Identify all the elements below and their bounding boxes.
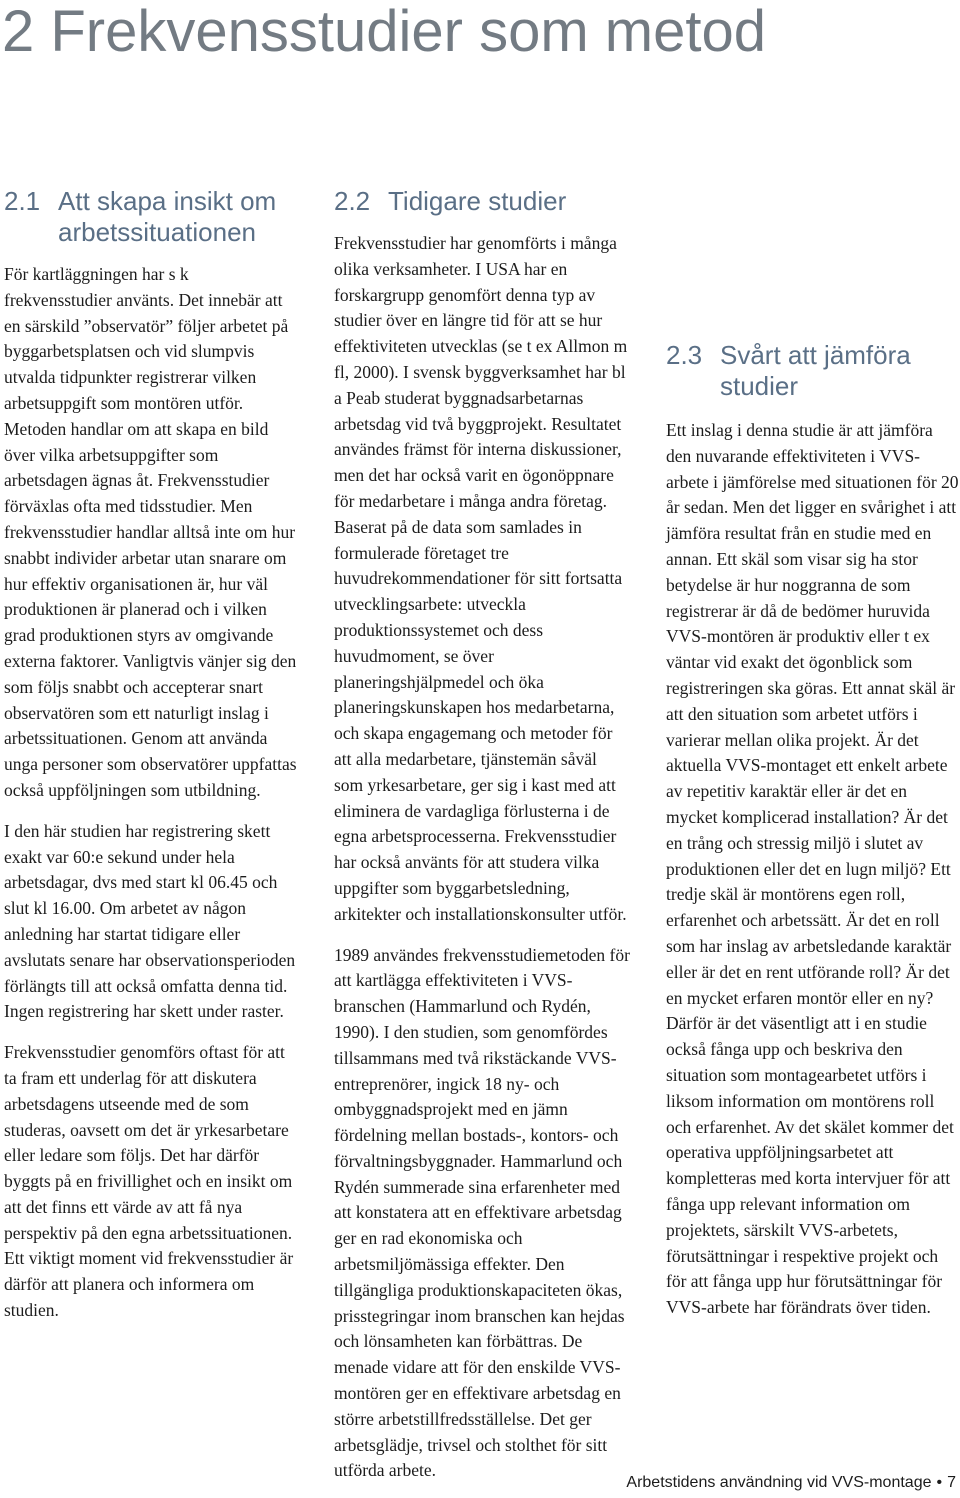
section-number: 2.3 (666, 340, 703, 370)
paragraph: I den här studien har registrering skett exakt var 60:e sekund under hela arbetsdagar, dvs med start kl 06.45 och slut kl 16.00. Om arbetet av någon anledning har startat tidigare eller avslutats senare har observationsperioden förlängts till att också omfatta denna tid. Ingen registrering har skett under raster. (4, 820, 296, 1022)
page-footer (626, 1474, 956, 1492)
column-left (4, 186, 300, 1324)
section-heading-2-1 (4, 186, 300, 248)
footer-separator: • (936, 1474, 943, 1491)
paragraph: Frekvensstudier genomförs oftast för att ta fram ett underlag för att diskutera arbetsdagens utseende med de som studeras, oavsett om det är yrkesarbetare eller ledare som följs. Det har därför byggts på en frivillighet och en insikt om att det finns ett värde av att få nya perspektiv på den egna arbetssituationen. Ett viktigt moment vid frekvensstudier är därför att planera och informera om studien. (4, 1042, 294, 1321)
section-title: Att skapa insikt om arbetssituationen (58, 186, 277, 247)
chapter-title: 2 Frekvensstudier som metod (2, 0, 766, 64)
section-title: Svårt att jämföra studier (720, 340, 911, 401)
column-middle (334, 186, 630, 1484)
paragraph: 1989 användes frekvensstudiemetoden för att kartlägga effektiviteten i VVS-branschen (Hammarlund och Rydén, 1990). I den studien, som genomfördes tillsammans med två rikstäckande VVS-entreprenörer, ingick 18 ny- och ombyggnadsprojekt med en jämn fördelning mellan bostads-, kontors- och förvaltningsbyggnader. Hammarlund och Rydén summerade sina erfarenheter med att konstatera att en effektivare arbetsdag ger en rad ekonomiska och arbetsmiljömässiga effekter. Den tillgängliga produktionskapaciteten ökas, prisstegringar inom branschen kan hejdas och lönsamheten kan förbättras. De menade vidare att för den enskilde VVS-montören ger en effektivare arbetsdag en större arbetstillfredsställelse. Det ger arbetsglädje, trivsel och stolthet för sitt utförda arbete. (334, 944, 630, 1481)
paragraph: Ett inslag i denna studie är att jämföra den nuvarande effektiviteten i VVS-arbete i jämförelse med situationen för 20 år sedan. Men det ligger en svårighet i att jämföra resultat från en studie med en annan. Ett skäl som visar sig ha stor betydelse är hur noggranna de som registrerar är då de bedömer huruvida VVS-montören är produktiv eller t ex väntar vid exakt det ögonblick som registreringen ska göras. Ett annat skäl är att den situation som arbetet utförs i varierar mellan olika projekt. Är det aktuella VVS-montaget ett enkelt arbete av repetitiv karaktär eller är det en mycket komplicerad installation? Är det en trång och stressig miljö i slutet av produktionen eller det en lugn miljö? Ett tredje skäl är montörens egen roll, erfarenhet och arbetssätt. Är det en roll som har inslag av arbetsledande karaktär eller är det en rent utförande roll? Är det en mycket erfaren montör eller en ny? Därför är det väsentligt att i en studie också fånga upp och beskriva den situation som montagearbetet utförs i liksom information om montörens roll och erfarenhet. Av det skälet kommer det operativa uppföljningsarbetet att kompletteras med korta intervjuer för att fånga upp relevant information om projektets, särskilt VVS-arbetets, förutsättningar i respektive projekt och för att fånga upp hur förutsättningar för VVS-arbete har förändrats över tiden. (666, 420, 959, 1318)
paragraph: Frekvensstudier har genomförts i många olika verksamheter. I USA har en forskargrupp genomfört denna typ av studier över en längre tid för att se hur effektiviteten utvecklas (se t ex Allmon m fl, 2000). I svensk byggverksamhet har bl a Peab studerat byggnadsarbetarnas arbetsdag vid två byggprojekt. Resultatet användes främst för interna diskussioner, men det har också varit en ögonöppnare för medarbetare i många andra företag. Baserat på de data som samlades in formulerade företaget tre huvudrekommendationer för sitt fortsatta utvecklingsarbete: utveckla produktionssystemet och dess huvudmoment, se över planeringshjälpmedel och öka planeringskunskapen hos medarbetarna, och skapa engagemang och metoder för att alla medarbetare, tjänstemän såväl som yrkesarbetare, ger sig i kast med att eliminera de vardagliga förlusterna i de egna arbetsprocesserna. Frekvensstudier har också använts för att studera vilka uppgifter som byggarbetsledning, arkitekter och installationskonsulter utför. (334, 233, 628, 924)
section-title: Tidigare studier (388, 186, 567, 216)
section-heading-2-2 (334, 186, 630, 217)
section-number: 2.2 (334, 186, 371, 216)
paragraph: För kartläggningen har s k frekvensstudier använts. Det innebär att en särskild ”observatör” följer arbetet på byggarbetsplatsen och vid slumpvis utvalda tidpunkter registrerar vilken arbetsuppgift som montören utför. Metoden handlar om att skapa en bild över vilka arbetsuppgifter som arbetsdagen ägnas åt. Frekvensstudier förväxlas ofta med tidsstudier. Men frekvensstudier handlar alltså inte om hur snabbt individer arbetar utan snarare om hur effektiv organisationen är, hur väl produktionen är planerad och i vilken grad produktionen styrs av omgivande externa faktorer. Vanligtvis vänjer sig den som följs snabbt och accepterar snart observatören som ett naturligt inslag i arbetssituationen. Genom att använda unga personer som observatörer uppfattas också uppföljningen som utbildning. (4, 264, 297, 800)
column-right (666, 186, 960, 1321)
page-number: 7 (947, 1474, 956, 1491)
section-heading-2-3 (666, 340, 960, 402)
footer-publication: Arbetstidens användning vid VVS-montage (626, 1474, 932, 1491)
section-number: 2.1 (4, 186, 41, 216)
